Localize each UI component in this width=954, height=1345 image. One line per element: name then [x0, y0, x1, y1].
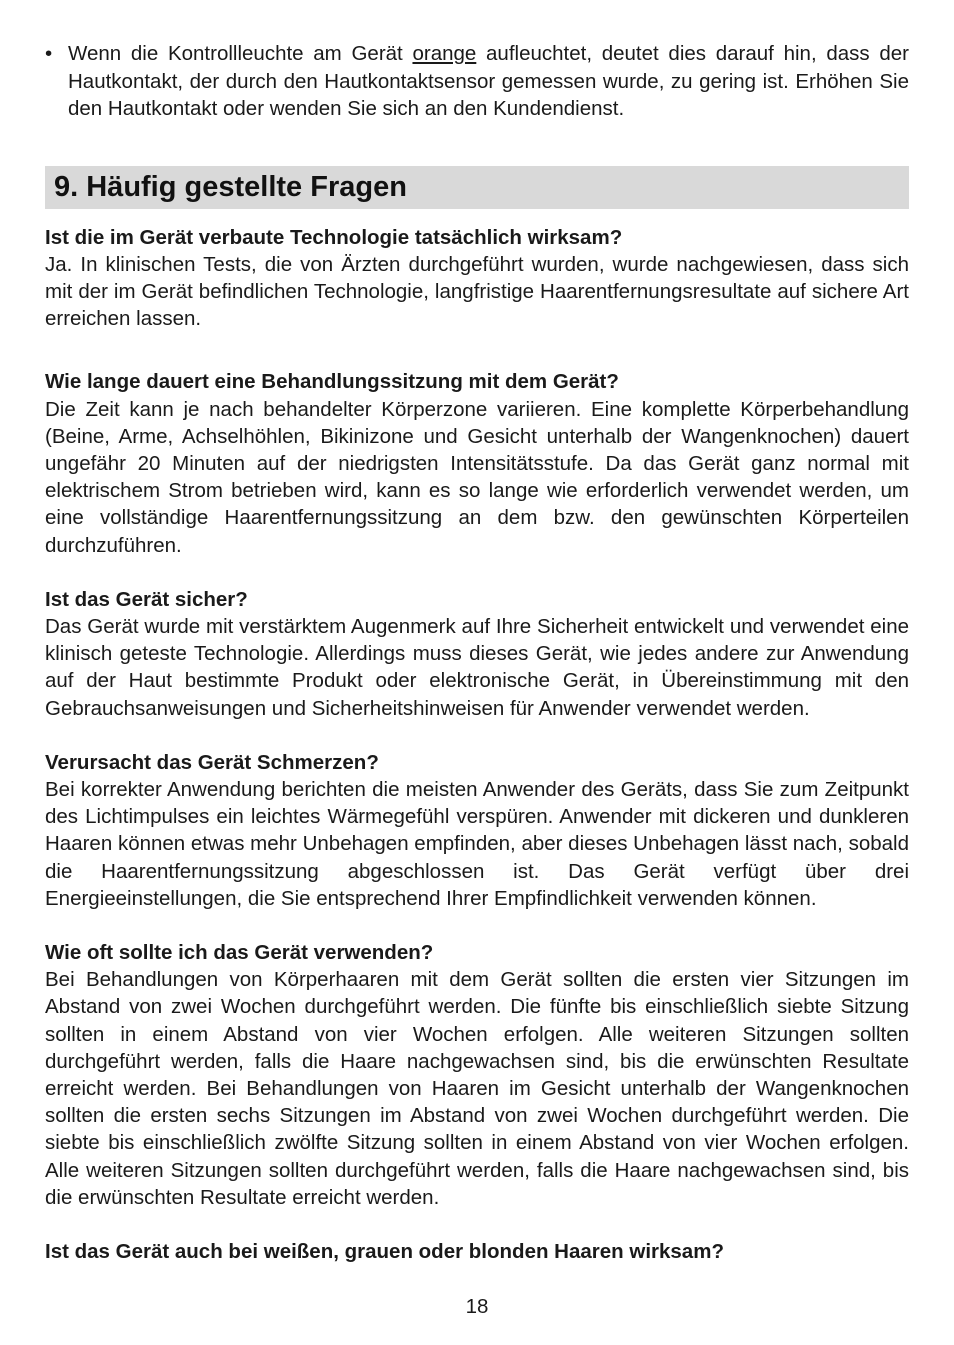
bullet-text: [68, 40, 909, 123]
faq-question: Verursacht das Gerät Schmerzen?: [45, 750, 379, 774]
faq-item: [45, 939, 909, 1211]
page-content: [45, 40, 909, 1265]
faq-answer: Ja. In klinischen Tests, die von Ärzten durchgeführt wurden, wurde nachgewiesen, dass sich mit der im Gerät befindlichen Technologie, langfristige Haarentfernungsresultate auf sichere Art erreichen lassen.: [45, 252, 909, 331]
faq-question: Ist das Gerät auch bei weißen, grauen oder blonden Haaren wirksam?: [45, 1240, 724, 1263]
faq-answer: Bei Behandlungen von Körperhaaren mit dem Gerät sollten die ersten vier Sitzungen im Abstand von zwei Wochen durchgeführt werden. Die fünfte bis einschließlich siebte Sitzung sollten in einem Abstand von vier Wochen erfolgen. Alle weiteren Sitzungen sollten durchgeführt werden, falls die Haare nachgewachsen sind, bis die erwünschten Resultate erreicht werden. Bei Behandlungen von Haaren im Gesicht unterhalb der Wangenknochen sollten die ersten sechs Sitzungen im Abstand von zwei Wochen durchgeführt werden. Die siebte bis einschließlich zwölfte Sitzung sollten in einem Abstand von vier Wochen erfolgen. Alle weiteren Sitzungen sollten durchgeführt werden, falls die Haare nachgewachsen sind, bis die erwünschten Resultate erreicht werden.: [45, 968, 909, 1209]
section-heading: 9. Häufig gestellte Fragen: [45, 166, 909, 209]
faq-question: Ist das Gerät sicher?: [45, 587, 248, 611]
bullet-item: [45, 40, 909, 123]
faq-question: Wie oft sollte ich das Gerät verwenden?: [45, 940, 434, 964]
page-number: 18: [465, 1295, 489, 1318]
faq-answer: Das Gerät wurde mit verstärktem Augenmerk auf Ihre Sicherheit entwickelt und verwendet eine klinisch geteste Technologie. Allerdings muss dieses Gerät, wie jedes andere zur Anwendung auf der Haut bestimmte Produkt oder elektronische Gerät, in Übereinstimmung mit den Gebrauchsanweisungen und Sicherheitshinweisen für Anwender verwendet werden.: [45, 614, 909, 720]
faq-answer: Die Zeit kann je nach behandelter Körperzone variieren. Eine komplette Körperbehandlung (Beine, Arme, Achselhöhlen, Bikinizone und Gesicht unterhalb der Wangenknochen) dauert ungefähr 20 Minuten auf der niedrigsten Intensitätsstufe. Da das Gerät ganz normal mit elektrischem Strom betrieben wird, kann es so lange wie erforderlich verwendet werden, um eine vollständige Haarentfernungssitzung an dem bzw. den gewünschten Körperteilen durchzuführen.: [45, 397, 909, 557]
bullet-text-underlined: orange: [412, 42, 477, 65]
faq-item: [45, 749, 909, 912]
faq-item: [45, 586, 909, 722]
bullet-symbol: •: [45, 42, 53, 65]
faq-answer: Bei korrekter Anwendung berichten die meisten Anwender des Geräts, dass Sie zum Zeitpunkt des Lichtimpulses ein leichtes Wärmegefühl verspüren. Anwender mit dickeren und dunkleren Haaren können etwas mehr Unbehagen empfinden, aber dieses Unbehagen lässt nach, sobald die Haarentfernungssitzung abgeschlossen ist. Das Gerät verfügt über drei Energieeinstellungen, die Sie entsprechend Ihrer Empfindlichkeit verwenden können.: [45, 777, 909, 910]
faq-item: [45, 1238, 909, 1265]
bullet-text-pre: Wenn die Kontrollleuchte am Gerät: [68, 42, 413, 65]
faq-item: [45, 224, 909, 333]
faq-question: Wie lange dauert eine Behandlungssitzung mit dem Gerät?: [45, 370, 619, 394]
faq-item: [45, 368, 909, 558]
bullet-text-post: aufleuchtet, deutet dies darauf hin, dass der Hautkontakt, der durch den Hautkontaktsensor gemessen wurde, zu gering ist. Erhöhen Sie den Hautkontakt oder wenden Sie sich an den Kundendienst.: [68, 42, 909, 120]
faq-question: Ist die im Gerät verbaute Technologie tatsächlich wirksam?: [45, 225, 623, 249]
